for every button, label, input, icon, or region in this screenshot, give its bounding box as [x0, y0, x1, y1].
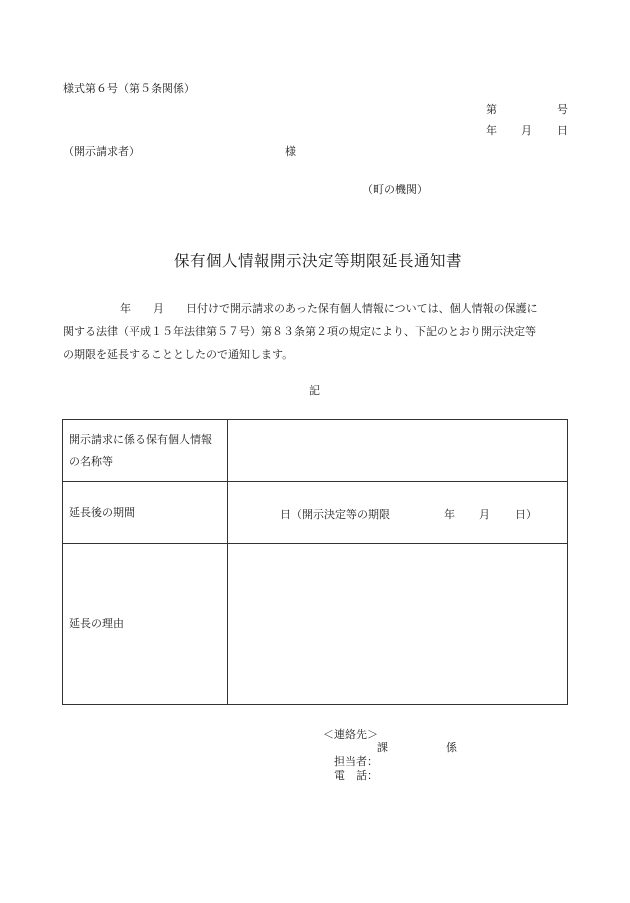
info-name-value-cell[interactable]	[228, 420, 568, 482]
extended-period-day-text: 日（開示決定等の期限	[280, 508, 390, 521]
document-title: 保有個人情報開示決定等期限延長通知書	[174, 252, 463, 270]
date-year: 年	[486, 124, 497, 137]
info-name-label-cell	[63, 420, 228, 482]
form-number: 様式第６号（第５条関係）	[63, 82, 195, 95]
table-row	[63, 482, 568, 544]
extension-reason-label: 延長の理由	[69, 617, 124, 630]
extended-period-month: 月	[479, 508, 490, 521]
requester-honorific: 様	[285, 145, 296, 158]
table-row	[63, 420, 568, 482]
body-line-2: 関する法律（平成１５年法律第５７号）第８３条第２項の規定により、下記のとおり開示決定等	[63, 325, 536, 338]
date-day: 日	[557, 124, 568, 137]
agency-label: （町の機関）	[362, 183, 428, 196]
body-line-3: の期限を延長することとしたので通知します。	[63, 348, 294, 361]
extended-period-year: 年	[444, 508, 455, 521]
contact-subsection: 係	[446, 741, 457, 754]
extension-reason-value-cell[interactable]	[228, 544, 568, 705]
info-name-label-line-1: 開示請求に係る保有個人情報	[69, 432, 212, 446]
extended-period-label-cell	[63, 482, 228, 544]
ki-heading: 記	[309, 384, 320, 397]
contact-heading: ＜連絡先＞	[323, 728, 378, 741]
date-month: 月	[521, 124, 532, 137]
details-table	[62, 419, 568, 705]
extension-reason-label-cell	[63, 544, 228, 705]
contact-section: 課	[377, 741, 388, 754]
document-number-prefix: 第	[486, 103, 497, 116]
contact-phone-label: 電 話：	[334, 769, 378, 782]
contact-person-label: 担当者：	[334, 755, 378, 768]
extended-period-date-close: 日）	[515, 508, 537, 521]
document-number-suffix: 号	[557, 103, 568, 116]
table-row	[63, 544, 568, 705]
requester-label: （開示請求者）	[63, 145, 140, 158]
info-name-label-line-2: の名称等	[69, 454, 113, 468]
body-line-1: 年 月 日付けで開示請求のあった保有個人情報については、個人情報の保護に	[120, 302, 538, 315]
extended-period-value-cell[interactable]	[228, 482, 568, 544]
extended-period-label: 延長後の期間	[69, 505, 135, 519]
